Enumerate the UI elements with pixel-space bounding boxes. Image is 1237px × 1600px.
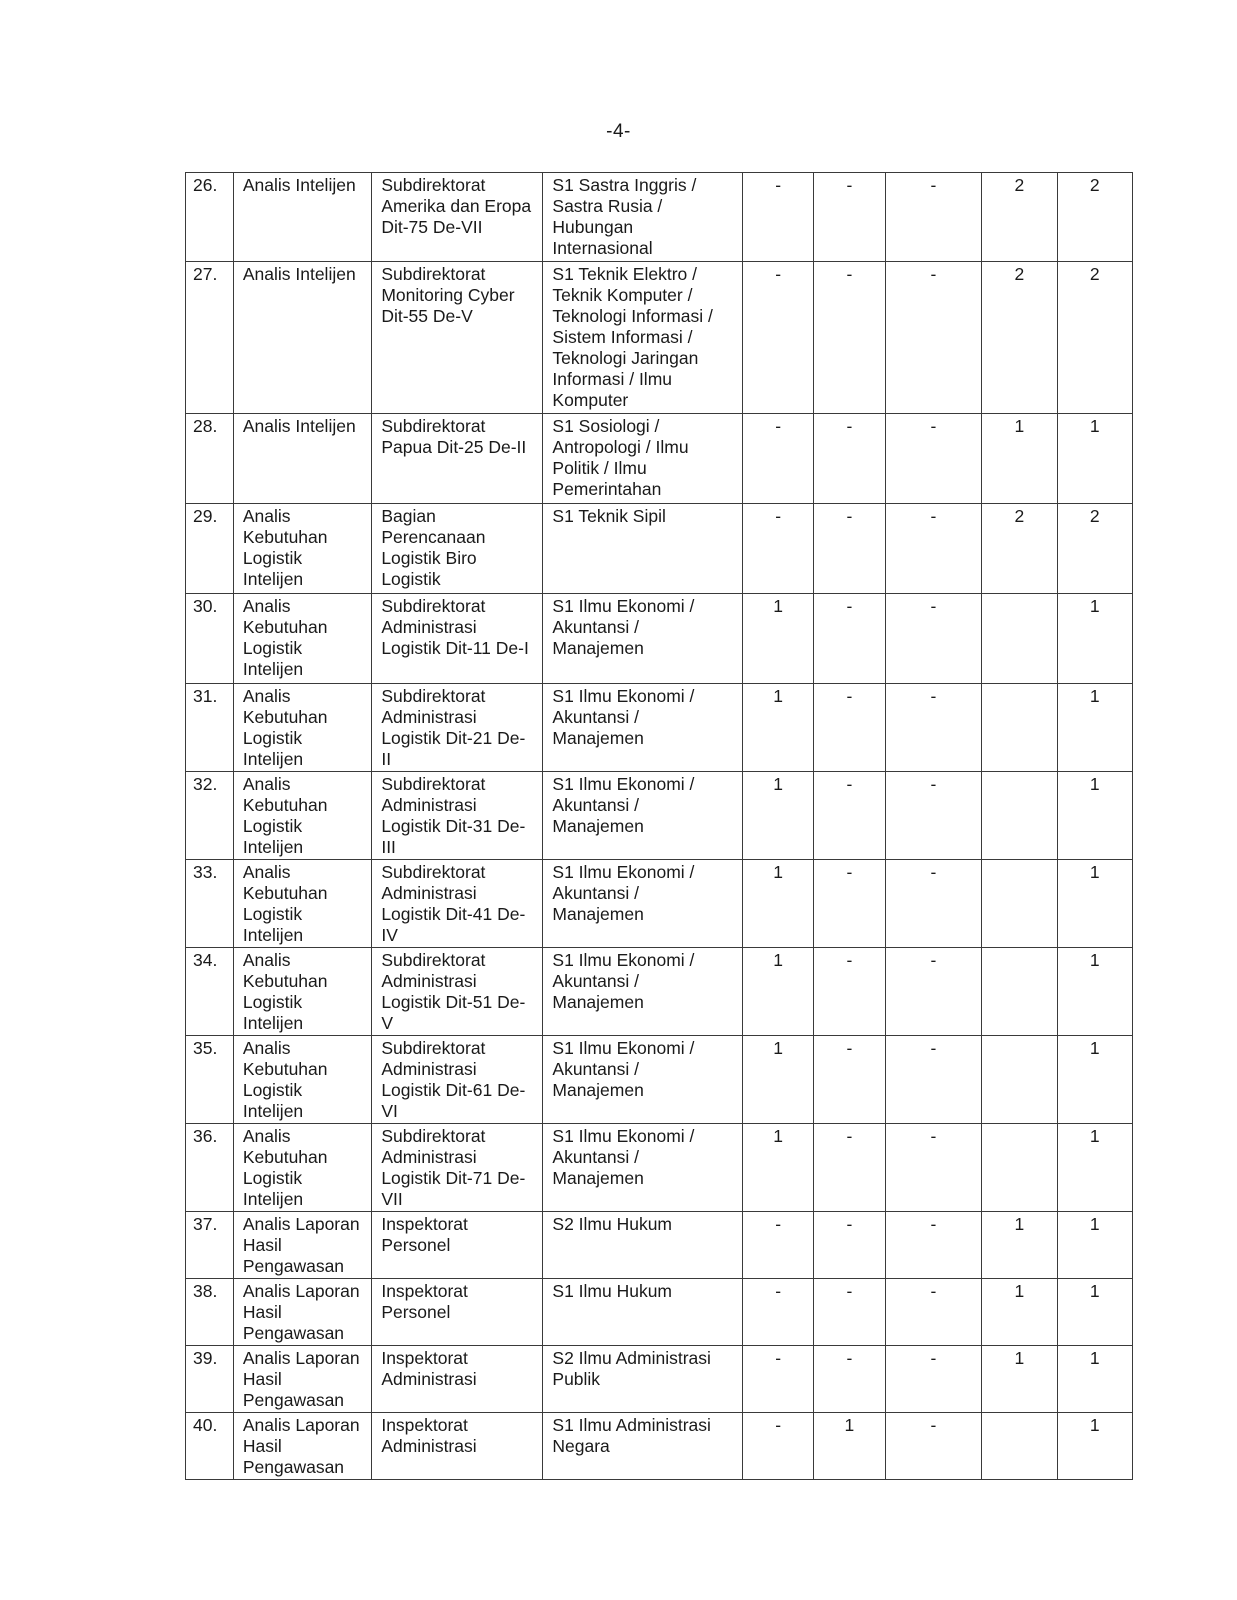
position-name: Analis Kebutuhan Logistik Intelijen (233, 504, 371, 594)
quota-total: 1 (1057, 772, 1132, 860)
quota-total: 1 (1057, 594, 1132, 684)
quota-col-3: - (885, 1346, 982, 1413)
education-qualification: S1 Ilmu Ekonomi / Akuntansi / Manajemen (543, 948, 743, 1036)
education-qualification: S1 Ilmu Ekonomi / Akuntansi / Manajemen (543, 860, 743, 948)
work-unit: Inspektorat Administrasi (372, 1346, 543, 1413)
work-unit: Subdirektorat Papua Dit-25 De-II (372, 414, 543, 504)
row-number: 34. (186, 948, 234, 1036)
quota-col-4 (982, 860, 1057, 948)
quota-col-3: - (885, 684, 982, 772)
quota-col-2: - (814, 948, 885, 1036)
education-qualification: S1 Sastra Inggris / Sastra Rusia / Hubungan Internasional (543, 173, 743, 262)
education-qualification: S1 Ilmu Administrasi Negara (543, 1413, 743, 1480)
quota-total: 2 (1057, 504, 1132, 594)
work-unit: Subdirektorat Administrasi Logistik Dit-21 De-II (372, 684, 543, 772)
row-number: 27. (186, 262, 234, 414)
position-name: Analis Laporan Hasil Pengawasan (233, 1346, 371, 1413)
work-unit: Subdirektorat Administrasi Logistik Dit-61 De-VI (372, 1036, 543, 1124)
quota-col-3: - (885, 772, 982, 860)
quota-col-1: - (742, 504, 813, 594)
table-row (186, 684, 1133, 772)
position-name: Analis Intelijen (233, 414, 371, 504)
education-qualification: S1 Ilmu Ekonomi / Akuntansi / Manajemen (543, 772, 743, 860)
quota-total: 1 (1057, 948, 1132, 1036)
education-qualification: S1 Ilmu Hukum (543, 1279, 743, 1346)
quota-col-3: - (885, 594, 982, 684)
quota-col-4 (982, 948, 1057, 1036)
row-number: 26. (186, 173, 234, 262)
quota-col-1: 1 (742, 684, 813, 772)
table-row (186, 860, 1133, 948)
quota-total: 2 (1057, 173, 1132, 262)
position-name: Analis Laporan Hasil Pengawasan (233, 1413, 371, 1480)
quota-col-2: - (814, 1124, 885, 1212)
quota-col-4 (982, 1124, 1057, 1212)
quota-col-3: - (885, 1413, 982, 1480)
row-number: 30. (186, 594, 234, 684)
quota-col-2: - (814, 1212, 885, 1279)
work-unit: Subdirektorat Administrasi Logistik Dit-51 De-V (372, 948, 543, 1036)
education-qualification: S1 Ilmu Ekonomi / Akuntansi / Manajemen (543, 594, 743, 684)
table-row (186, 262, 1133, 414)
table-row (186, 1413, 1133, 1480)
quota-total: 1 (1057, 1036, 1132, 1124)
quota-col-1: - (742, 262, 813, 414)
quota-col-2: - (814, 860, 885, 948)
position-name: Analis Kebutuhan Logistik Intelijen (233, 948, 371, 1036)
quota-col-3: - (885, 173, 982, 262)
quota-col-4: 1 (982, 1279, 1057, 1346)
quota-col-2: - (814, 414, 885, 504)
quota-col-4 (982, 684, 1057, 772)
work-unit: Bagian Perencanaan Logistik Biro Logistik (372, 504, 543, 594)
position-name: Analis Kebutuhan Logistik Intelijen (233, 1124, 371, 1212)
position-name: Analis Intelijen (233, 173, 371, 262)
position-name: Analis Kebutuhan Logistik Intelijen (233, 1036, 371, 1124)
quota-col-4: 1 (982, 414, 1057, 504)
quota-col-3: - (885, 1212, 982, 1279)
quota-total: 1 (1057, 860, 1132, 948)
quota-col-2: - (814, 173, 885, 262)
quota-total: 1 (1057, 1346, 1132, 1413)
work-unit: Inspektorat Personel (372, 1279, 543, 1346)
row-number: 28. (186, 414, 234, 504)
quota-total: 1 (1057, 1279, 1132, 1346)
quota-col-1: 1 (742, 860, 813, 948)
position-name: Analis Intelijen (233, 262, 371, 414)
quota-col-2: - (814, 772, 885, 860)
quota-col-4 (982, 1413, 1057, 1480)
education-qualification: S1 Teknik Sipil (543, 504, 743, 594)
table-row (186, 948, 1133, 1036)
work-unit: Subdirektorat Administrasi Logistik Dit-41 De-IV (372, 860, 543, 948)
position-name: Analis Laporan Hasil Pengawasan (233, 1212, 371, 1279)
table-row (186, 594, 1133, 684)
quota-total: 1 (1057, 1413, 1132, 1480)
row-number: 32. (186, 772, 234, 860)
quota-col-1: 1 (742, 948, 813, 1036)
row-number: 29. (186, 504, 234, 594)
quota-col-4: 1 (982, 1212, 1057, 1279)
quota-col-2: - (814, 1279, 885, 1346)
quota-col-3: - (885, 262, 982, 414)
work-unit: Subdirektorat Amerika dan Eropa Dit-75 De-VII (372, 173, 543, 262)
table-row (186, 1279, 1133, 1346)
education-qualification: S2 Ilmu Administrasi Publik (543, 1346, 743, 1413)
quota-col-3: - (885, 860, 982, 948)
position-name: Analis Kebutuhan Logistik Intelijen (233, 594, 371, 684)
work-unit: Subdirektorat Monitoring Cyber Dit-55 De-V (372, 262, 543, 414)
table-row (186, 1346, 1133, 1413)
quota-col-4: 2 (982, 173, 1057, 262)
row-number: 39. (186, 1346, 234, 1413)
quota-col-4: 2 (982, 504, 1057, 594)
quota-total: 1 (1057, 1212, 1132, 1279)
education-qualification: S1 Ilmu Ekonomi / Akuntansi / Manajemen (543, 1036, 743, 1124)
position-name: Analis Laporan Hasil Pengawasan (233, 1279, 371, 1346)
quota-col-1: - (742, 1413, 813, 1480)
formation-table (185, 172, 1133, 1480)
quota-col-1: 1 (742, 772, 813, 860)
quota-col-1: - (742, 1346, 813, 1413)
quota-total: 1 (1057, 414, 1132, 504)
quota-col-3: - (885, 1036, 982, 1124)
quota-total: 2 (1057, 262, 1132, 414)
page-number: -4- (606, 121, 631, 142)
table-row (186, 504, 1133, 594)
table-row (186, 1212, 1133, 1279)
education-qualification: S1 Sosiologi / Antropologi / Ilmu Politik / Ilmu Pemerintahan (543, 414, 743, 504)
quota-col-2: 1 (814, 1413, 885, 1480)
quota-col-1: 1 (742, 594, 813, 684)
quota-col-4: 2 (982, 262, 1057, 414)
quota-col-4 (982, 772, 1057, 860)
quota-col-4: 1 (982, 1346, 1057, 1413)
quota-col-2: - (814, 504, 885, 594)
position-name: Analis Kebutuhan Logistik Intelijen (233, 772, 371, 860)
table-row (186, 414, 1133, 504)
quota-col-4 (982, 1036, 1057, 1124)
education-qualification: S1 Ilmu Ekonomi / Akuntansi / Manajemen (543, 684, 743, 772)
quota-col-1: 1 (742, 1124, 813, 1212)
education-qualification: S1 Ilmu Ekonomi / Akuntansi / Manajemen (543, 1124, 743, 1212)
row-number: 36. (186, 1124, 234, 1212)
quota-col-1: 1 (742, 1036, 813, 1124)
row-number: 40. (186, 1413, 234, 1480)
table-row (186, 772, 1133, 860)
work-unit: Subdirektorat Administrasi Logistik Dit-71 De-VII (372, 1124, 543, 1212)
table-row (186, 1036, 1133, 1124)
position-name: Analis Kebutuhan Logistik Intelijen (233, 860, 371, 948)
table-body (186, 173, 1133, 1480)
table-row (186, 1124, 1133, 1212)
quota-col-2: - (814, 1036, 885, 1124)
table-row (186, 173, 1133, 262)
quota-col-2: - (814, 1346, 885, 1413)
row-number: 37. (186, 1212, 234, 1279)
work-unit: Inspektorat Administrasi (372, 1413, 543, 1480)
quota-total: 1 (1057, 684, 1132, 772)
quota-col-3: - (885, 414, 982, 504)
work-unit: Inspektorat Personel (372, 1212, 543, 1279)
quota-col-1: - (742, 173, 813, 262)
work-unit: Subdirektorat Administrasi Logistik Dit-31 De-III (372, 772, 543, 860)
row-number: 38. (186, 1279, 234, 1346)
quota-col-1: - (742, 1279, 813, 1346)
quota-col-3: - (885, 948, 982, 1036)
education-qualification: S1 Teknik Elektro / Teknik Komputer / Teknologi Informasi / Sistem Informasi / Teknologi Jaringan Informasi / Ilmu Komputer (543, 262, 743, 414)
row-number: 35. (186, 1036, 234, 1124)
position-name: Analis Kebutuhan Logistik Intelijen (233, 684, 371, 772)
quota-col-3: - (885, 504, 982, 594)
quota-col-1: - (742, 1212, 813, 1279)
quota-col-2: - (814, 684, 885, 772)
quota-total: 1 (1057, 1124, 1132, 1212)
quota-col-3: - (885, 1279, 982, 1346)
education-qualification: S2 Ilmu Hukum (543, 1212, 743, 1279)
quota-col-1: - (742, 414, 813, 504)
quota-col-2: - (814, 262, 885, 414)
quota-col-4 (982, 594, 1057, 684)
quota-col-2: - (814, 594, 885, 684)
work-unit: Subdirektorat Administrasi Logistik Dit-11 De-I (372, 594, 543, 684)
quota-col-3: - (885, 1124, 982, 1212)
row-number: 31. (186, 684, 234, 772)
row-number: 33. (186, 860, 234, 948)
